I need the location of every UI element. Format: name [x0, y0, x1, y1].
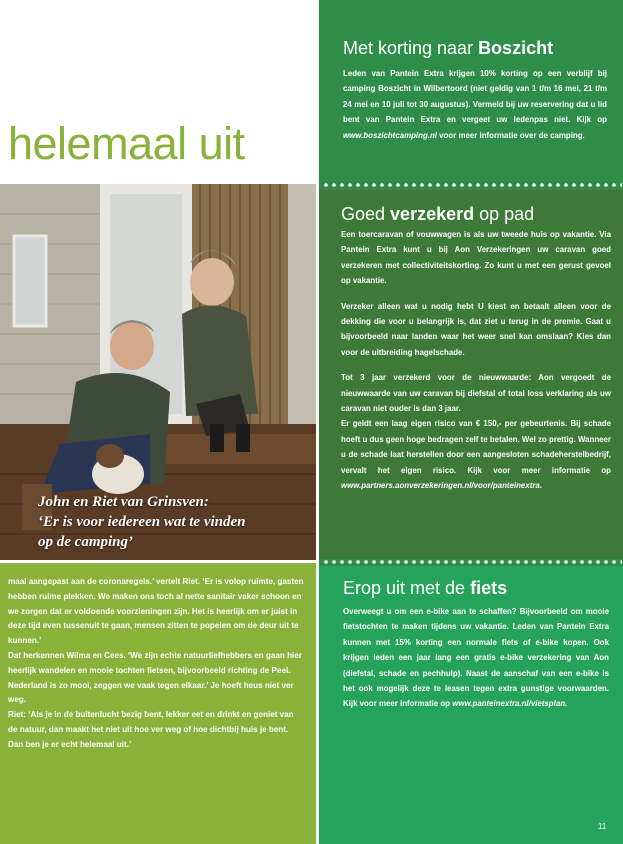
left-article-paragraph-2: Dat herkennen Wilma en Cees. ‘We zijn echte natuurliefhebbers en gaan hier heerlijk wandelen en mooie tochten fietsen, bijvoorbeeld richting de Peel. Nederland is zo mooi, zeggen we vaak tegen elkaar.’ Je hoeft heus niet ver weg.	[8, 650, 302, 705]
box-fiets-body-text: Overweegt u om een e-bike aan te schaffen? Bijvoorbeeld om mooie fietstochten te maken tijdens uw vakantie. Leden van Pantein Extra kunnen met 15% korting een normale fiets of e-bike kopen. Ook krijgen leden een jaar lang een gratis e-bike verzekering van Aon (diefstal, schade en pechhulp). Naast de aanschaf van een e-bike is het ook mogelijk deze te leasen tegen extra gunstige voorwaarden. Kijk voor meer informatie op	[343, 607, 609, 709]
box-boszicht	[319, 0, 623, 183]
verzekerd-paragraph-4-text: Er geldt een laag eigen risico van € 150,- per gebeurtenis. Bij schade hoeft u dus geen hoge bedragen zelf te betalen. Wel zo prettig. Wanneer u de schade laat herstellen door een aangesloten schadeherstelbedrijf, vervalt het eigen risico. Kijk voor meer informatie op	[341, 419, 611, 475]
caption-line-1: John en Riet van Grinsven:	[38, 494, 209, 510]
aon-link[interactable]: www.partners.aonverzekeringen.nl/voor/panteinextra	[341, 481, 540, 491]
box-boszicht-body-end: voor meer informatie over de camping.	[436, 130, 585, 140]
left-article-paragraph-3: Riet: ‘Als je in de buitenlucht bezig bent, lekker eet en drinkt en geniet van de natuur, dan maakt het niet uit hoe ver weg of hoe dichtbij huis je bent. Dan ben je er echt helemaal uit.’	[8, 710, 294, 749]
left-article-text	[8, 575, 304, 753]
page-number: 11	[598, 822, 607, 831]
verzekerd-paragraph-4-end: .	[539, 481, 542, 491]
box-verzekerd-title-bold: verzekerd	[390, 204, 475, 224]
box-boszicht-title	[343, 38, 553, 59]
box-fiets-title-bold: fiets	[470, 578, 508, 598]
photo-caption	[38, 492, 298, 552]
box-boszicht-body-text: Leden van Pantein Extra krijgen 10% korting op een verblijf bij camping Boszicht in Wilbertoord (niet geldig van 1 t/m 16 mei, 21 t/m 24 mei en 10 juli tot 30 augustus). Vermeld bij uw reservering dat u lid bent van Pantein Extra en vergeet uw ledenpas niet. Kijk op	[343, 69, 607, 125]
verzekerd-paragraph-3-lead: Tot 3 jaar verzekerd voor de nieuwwaarde:	[341, 373, 532, 383]
box-verzekerd-body	[341, 227, 611, 494]
left-article-paragraph-1: maal aangepast aan de coronaregels.’ vertelt Riet. ‘Er is volop ruimte, gasten hebben ruime plekken. We maken ons toch al nette sanitair vaker schoon en we zorgen dat er voldoende voorzieningen zijn. Het is heerlijk om er juist in deze tijd even tussenuit te gaan, mensen zitten te popelen om de deur uit te kunnen.’	[8, 577, 304, 646]
box-verzekerd-title	[341, 204, 534, 225]
box-fiets	[319, 566, 623, 844]
box-fiets-title-pre: Erop uit met de	[343, 578, 471, 598]
verzekerd-paragraph-2	[341, 299, 611, 361]
verzekerd-paragraph-4	[341, 416, 611, 493]
boszicht-link[interactable]: www.boszichtcamping.nl	[343, 130, 437, 140]
vietsplan-link[interactable]: www.panteinextra.nl/vietsplan	[452, 699, 566, 709]
verzekerd-paragraph-2-text: U kiest en betaalt alleen voor de dekking die voor u belangrijk is, dat ziet u terug in de premie. Gaat u bijvoorbeeld naar landen waar het weer snel kan omslaan? Kies dan voor de uitbreiding hagelschade.	[341, 301, 611, 357]
dotted-divider-1	[322, 182, 622, 188]
caption-line-3: op de camping’	[38, 534, 133, 550]
box-fiets-body	[343, 604, 609, 712]
box-fiets-body-end: .	[565, 699, 568, 709]
box-boszicht-title-bold: Boszicht	[478, 38, 554, 58]
box-boszicht-title-pre: Met korting naar	[343, 38, 479, 58]
verzekerd-paragraph-3-text: Aon vergoedt de nieuwwaarde van uw caravan bij diefstal of total loss verklaring als uw caravan niet ouder is dan 3 jaar.	[341, 373, 611, 414]
box-verzekerd-title-post: op pad	[474, 204, 535, 224]
box-boszicht-body	[343, 66, 607, 143]
dotted-divider-2	[322, 559, 622, 565]
page-headline: helemaal uit	[8, 118, 245, 169]
box-fiets-title	[343, 578, 507, 599]
verzekerd-paragraph-1: Een toercaravan of vouwwagen is als uw tweede huis op vakantie. Via Pantein Extra kunt u bij Aon Verzekeringen uw caravan goed verzekeren met collectiviteitskorting. Zo kunt u met een gerust gevoel op vakantie.	[341, 230, 611, 286]
verzekerd-paragraph-3	[341, 370, 611, 416]
caption-line-2: ‘Er is voor iedereen wat te vinden	[38, 514, 246, 530]
box-verzekerd	[319, 189, 623, 559]
box-verzekerd-title-pre: Goed	[341, 204, 391, 224]
verzekerd-paragraph-2-lead: Verzeker alleen wat u nodig hebt	[341, 301, 474, 311]
